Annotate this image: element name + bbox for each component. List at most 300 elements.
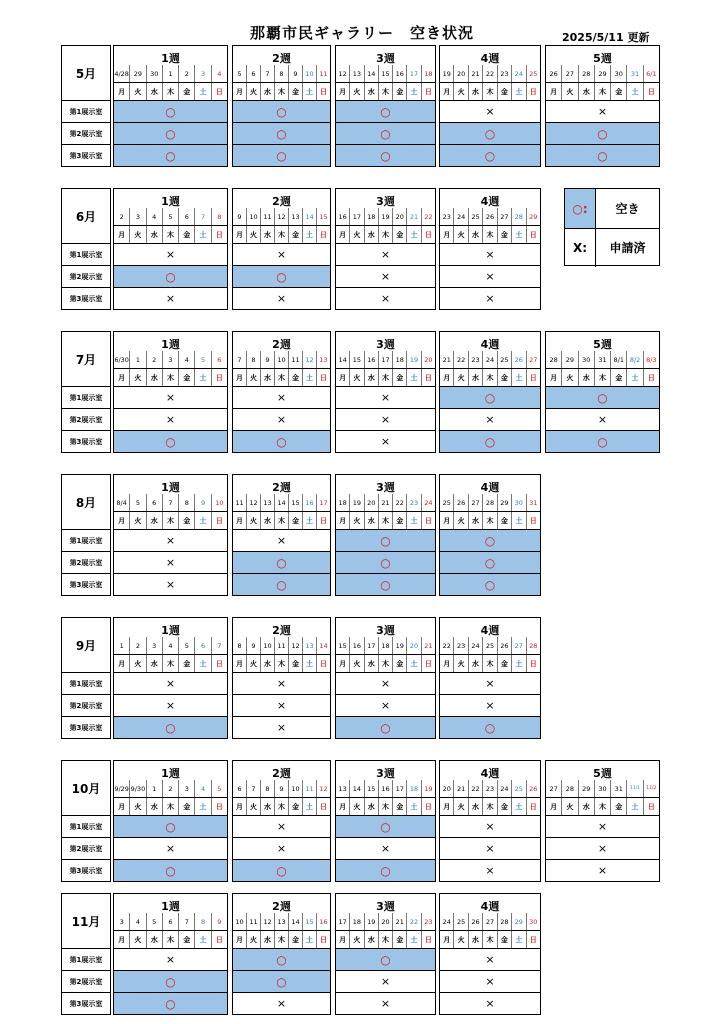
date-cell: 28	[529, 641, 538, 650]
circle-icon: ○	[380, 952, 391, 967]
weekday-cell: 月	[233, 369, 247, 386]
week-header	[439, 188, 541, 244]
cross-icon: ×	[380, 413, 391, 426]
date-cell: 26	[498, 637, 512, 654]
status-available	[335, 529, 436, 552]
week-header	[232, 45, 331, 101]
room-label: 第1展示室	[61, 948, 111, 971]
status-booked	[545, 837, 660, 860]
weekday-cell: 土	[407, 655, 421, 672]
weekday-cell: 水	[365, 83, 379, 100]
date-cell: 21	[424, 641, 433, 650]
week-header	[232, 617, 331, 673]
date-cell: 19	[393, 637, 407, 654]
weekday-cell: 水	[261, 798, 275, 815]
date-cell: 27	[498, 208, 512, 225]
date-row	[114, 494, 227, 511]
week-header	[439, 760, 541, 816]
cross-icon: ×	[485, 292, 495, 305]
weekday-cell: 日	[320, 802, 327, 811]
weekday-cell: 土	[512, 226, 526, 243]
weekday-cell: 日	[424, 373, 432, 382]
weekday-cell: 土	[195, 931, 211, 948]
week-header	[545, 45, 660, 101]
updated-date: 2025/5/11 更新	[562, 31, 650, 44]
cross-icon: ×	[485, 105, 495, 118]
date-row	[440, 913, 540, 930]
weekday-cell: 火	[454, 931, 468, 948]
date-cell: 12	[336, 65, 350, 82]
date-cell: 1	[147, 780, 163, 797]
week-title: 4週	[480, 52, 500, 65]
status-booked	[545, 100, 660, 123]
weekday-cell: 金	[393, 369, 407, 386]
week-title: 5週	[593, 52, 612, 65]
circle-icon: ○	[597, 126, 608, 141]
weekday-cell: 火	[350, 798, 364, 815]
week-header	[232, 760, 331, 816]
weekday-cell: 土	[407, 512, 421, 529]
status-booked	[232, 837, 331, 860]
cross-icon: ×	[165, 953, 176, 966]
weekday-cell: 金	[289, 369, 303, 386]
week-title: 3週	[376, 481, 395, 494]
weekday-cell: 水	[579, 798, 595, 815]
weekday-cell: 金	[611, 798, 627, 815]
weekday-cell: 土	[195, 83, 211, 100]
date-cell: 20	[393, 208, 407, 225]
legend-available-symbol: ○:	[565, 189, 596, 228]
weekday-cell: 火	[247, 512, 261, 529]
status-available	[113, 122, 228, 145]
month-label: 5月	[61, 45, 111, 101]
status-booked	[439, 287, 541, 310]
weekday-cell: 火	[350, 512, 364, 529]
date-cell: 9	[217, 917, 222, 926]
room-label: 第3展示室	[61, 992, 111, 1015]
weekday-row	[440, 82, 540, 100]
date-cell: 9	[261, 351, 275, 368]
date-cell: 21	[407, 208, 421, 225]
status-booked	[335, 265, 436, 288]
date-row	[233, 637, 330, 654]
status-available	[439, 430, 541, 453]
weekday-cell: 金	[179, 226, 195, 243]
room-label: 第3展示室	[61, 573, 111, 596]
status-booked	[232, 672, 331, 695]
date-cell: 4	[147, 208, 163, 225]
month-label: 11月	[61, 893, 111, 949]
weekday-cell: 金	[393, 226, 407, 243]
cross-icon: ×	[485, 248, 495, 261]
weekday-cell: 土	[627, 798, 643, 815]
date-row	[336, 913, 435, 930]
weekday-cell: 日	[320, 87, 327, 96]
week-title: 1週	[161, 900, 180, 913]
date-cell: 22	[440, 637, 454, 654]
date-cell: 9/29	[114, 780, 130, 797]
date-cell: 10	[275, 351, 289, 368]
circle-icon: ○	[165, 104, 176, 119]
month-label: 7月	[61, 331, 111, 387]
weekday-cell: 金	[393, 655, 407, 672]
weekday-cell: 火	[130, 798, 146, 815]
cross-icon: ×	[276, 842, 287, 855]
week-header	[335, 45, 436, 101]
date-cell: 9	[195, 494, 211, 511]
month-label: 8月	[61, 474, 111, 530]
cross-icon: ×	[485, 270, 495, 283]
date-cell: 21	[393, 913, 407, 930]
status-available	[232, 551, 331, 574]
weekday-cell: 金	[289, 931, 303, 948]
week-title: 1週	[161, 481, 180, 494]
weekday-row	[440, 368, 540, 386]
weekday-cell: 水	[147, 369, 163, 386]
circle-icon: ○	[484, 720, 496, 735]
weekday-cell: 土	[195, 226, 211, 243]
date-cell: 6	[247, 65, 261, 82]
cross-icon: ×	[485, 413, 495, 426]
date-row	[114, 65, 227, 82]
weekday-cell: 金	[393, 83, 407, 100]
weekday-row	[440, 511, 540, 529]
date-cell: 24	[424, 498, 433, 507]
weekday-cell: 火	[454, 655, 468, 672]
cross-icon: ×	[276, 677, 287, 690]
circle-icon: ○	[380, 104, 391, 119]
weekday-cell: 土	[627, 369, 643, 386]
date-cell: 21	[379, 494, 393, 511]
status-booked	[545, 859, 660, 882]
weekday-cell: 水	[469, 512, 483, 529]
date-cell: 29	[130, 65, 146, 82]
weekday-row	[546, 82, 659, 100]
date-cell: 13	[261, 494, 275, 511]
weekday-cell: 木	[595, 798, 611, 815]
date-cell: 16	[393, 65, 407, 82]
weekday-cell: 土	[195, 798, 211, 815]
weekday-cell: 日	[529, 516, 537, 525]
date-cell: 7	[247, 780, 261, 797]
date-cell: 19	[424, 784, 433, 793]
circle-icon: ○	[165, 434, 176, 449]
room-label: 第2展示室	[61, 122, 111, 145]
date-cell: 3	[195, 65, 211, 82]
weekday-cell: 水	[469, 369, 483, 386]
weekday-cell: 木	[483, 226, 497, 243]
weekday-row	[233, 654, 330, 672]
cross-icon: ×	[485, 975, 495, 988]
status-available	[335, 815, 436, 838]
date-cell: 16	[336, 208, 350, 225]
date-cell: 8/1	[611, 351, 627, 368]
weekday-row	[114, 225, 227, 243]
date-cell: 31	[627, 65, 643, 82]
weekday-cell: 日	[320, 230, 327, 239]
date-cell: 13	[303, 637, 317, 654]
page-title: 那覇市民ギャラリー 空き状況	[249, 24, 474, 42]
date-cell: 27	[512, 637, 526, 654]
date-cell: 25	[454, 913, 468, 930]
date-cell: 18	[424, 69, 433, 78]
circle-icon: ○	[165, 720, 176, 735]
cross-icon: ×	[380, 391, 391, 404]
status-booked	[113, 529, 228, 552]
status-available	[335, 144, 436, 167]
weekday-cell: 月	[114, 369, 130, 386]
date-cell: 25	[529, 69, 538, 78]
date-cell: 23	[483, 780, 497, 797]
weekday-cell: 土	[195, 369, 211, 386]
weekday-cell: 土	[195, 512, 211, 529]
week-title: 3週	[376, 338, 395, 351]
date-cell: 6/30	[114, 351, 130, 368]
date-row	[336, 637, 435, 654]
date-cell: 14	[336, 351, 350, 368]
weekday-row	[233, 930, 330, 948]
date-cell: 5	[130, 494, 146, 511]
date-cell: 17	[365, 637, 379, 654]
week-title: 1週	[161, 767, 180, 780]
date-cell: 10	[303, 65, 317, 82]
date-cell: 25	[498, 351, 512, 368]
cross-icon: ×	[485, 699, 495, 712]
weekday-cell: 水	[147, 226, 163, 243]
weekday-cell: 木	[275, 369, 289, 386]
date-cell: 31	[529, 498, 538, 507]
circle-icon: ○	[380, 819, 391, 834]
date-cell: 15	[336, 637, 350, 654]
weekday-cell: 月	[336, 512, 350, 529]
status-booked	[335, 992, 436, 1015]
weekday-cell: 水	[261, 83, 275, 100]
weekday-cell: 金	[498, 798, 512, 815]
date-cell: 26	[546, 65, 562, 82]
week-header	[439, 617, 541, 673]
weekday-cell: 水	[469, 226, 483, 243]
date-cell: 11/2	[646, 786, 657, 791]
weekday-cell: 火	[350, 83, 364, 100]
date-cell: 17	[336, 913, 350, 930]
room-label: 第1展示室	[61, 529, 111, 552]
date-cell: 9	[289, 65, 303, 82]
weekday-cell: 水	[469, 798, 483, 815]
weekday-cell: 火	[130, 655, 146, 672]
date-cell: 22	[483, 65, 497, 82]
week-header	[335, 893, 436, 949]
week-header	[335, 760, 436, 816]
cross-icon: ×	[276, 292, 287, 305]
weekday-cell: 月	[114, 798, 130, 815]
weekday-cell: 月	[114, 655, 130, 672]
date-cell: 4	[163, 637, 179, 654]
status-available	[113, 430, 228, 453]
status-booked	[439, 992, 541, 1015]
weekday-row	[336, 511, 435, 529]
status-booked	[232, 243, 331, 266]
date-cell: 22	[454, 351, 468, 368]
date-cell: 11	[303, 780, 317, 797]
cross-icon: ×	[276, 413, 287, 426]
weekday-cell: 金	[179, 83, 195, 100]
cross-icon: ×	[380, 997, 391, 1010]
weekday-cell: 金	[179, 512, 195, 529]
date-cell: 8/4	[114, 494, 130, 511]
date-cell: 22	[393, 494, 407, 511]
status-available	[232, 144, 331, 167]
date-cell: 2	[163, 780, 179, 797]
weekday-cell: 日	[424, 802, 432, 811]
weekday-cell: 火	[247, 83, 261, 100]
legend-row-available	[565, 189, 659, 229]
weekday-cell: 金	[498, 512, 512, 529]
date-cell: 2	[179, 65, 195, 82]
date-cell: 3	[130, 208, 146, 225]
weekday-cell: 水	[469, 655, 483, 672]
status-booked	[439, 948, 541, 971]
room-label: 第3展示室	[61, 144, 111, 167]
weekday-cell: 木	[163, 655, 179, 672]
date-cell: 31	[611, 780, 627, 797]
date-cell: 11	[233, 494, 247, 511]
status-available	[113, 716, 228, 739]
month-label: 10月	[61, 760, 111, 816]
date-cell: 13	[350, 65, 364, 82]
weekday-cell: 水	[147, 798, 163, 815]
weekday-cell: 水	[147, 83, 163, 100]
week-header	[113, 331, 228, 387]
weekday-cell: 土	[303, 798, 317, 815]
date-cell: 19	[407, 351, 421, 368]
weekday-cell: 月	[114, 512, 130, 529]
circle-icon: ○	[380, 720, 391, 735]
room-label: 第1展示室	[61, 243, 111, 266]
date-cell: 30	[595, 780, 611, 797]
date-cell: 22	[424, 212, 433, 221]
date-cell: 21	[440, 351, 454, 368]
date-cell: 20	[365, 494, 379, 511]
weekday-cell: 日	[215, 935, 223, 944]
status-booked	[545, 408, 660, 431]
cross-icon: ×	[276, 248, 287, 261]
weekday-cell: 水	[147, 655, 163, 672]
status-booked	[113, 948, 228, 971]
circle-icon: ○	[276, 104, 287, 119]
date-cell: 10	[247, 208, 261, 225]
status-booked	[335, 672, 436, 695]
status-booked	[232, 815, 331, 838]
date-cell: 30	[611, 65, 627, 82]
week-title: 1週	[161, 338, 180, 351]
status-available	[335, 716, 436, 739]
weekday-cell: 火	[454, 226, 468, 243]
circle-icon: ○	[597, 148, 608, 163]
date-cell: 9	[233, 208, 247, 225]
date-cell: 7	[179, 913, 195, 930]
date-cell: 3	[179, 780, 195, 797]
weekday-cell: 木	[163, 226, 179, 243]
week-title: 4週	[480, 900, 500, 913]
weekday-cell: 土	[512, 512, 526, 529]
weekday-row	[114, 654, 227, 672]
circle-icon: ○	[276, 577, 287, 592]
date-cell: 27	[546, 780, 562, 797]
weekday-cell: 月	[233, 655, 247, 672]
date-cell: 15	[303, 913, 317, 930]
date-row	[440, 637, 540, 654]
room-label: 第1展示室	[61, 815, 111, 838]
circle-icon: ○	[380, 533, 391, 548]
week-header	[545, 760, 660, 816]
weekday-row	[233, 82, 330, 100]
week-title: 4週	[480, 767, 500, 780]
date-cell: 29	[529, 212, 538, 221]
weekday-cell: 木	[483, 512, 497, 529]
week-header	[335, 188, 436, 244]
cross-icon: ×	[380, 435, 391, 448]
date-cell: 15	[379, 65, 393, 82]
date-cell: 14	[289, 913, 303, 930]
status-booked	[113, 694, 228, 717]
weekday-cell: 火	[562, 369, 578, 386]
date-cell: 28	[562, 780, 578, 797]
date-cell: 24	[512, 65, 526, 82]
status-booked	[439, 694, 541, 717]
date-cell: 28	[512, 208, 526, 225]
weekday-cell: 木	[379, 655, 393, 672]
week-title: 2週	[272, 52, 291, 65]
date-cell: 8	[195, 913, 211, 930]
date-cell: 24	[483, 351, 497, 368]
weekday-row	[336, 797, 435, 815]
date-cell: 14	[365, 65, 379, 82]
date-cell: 11/1	[627, 780, 643, 797]
date-cell: 18	[379, 637, 393, 654]
room-label: 第2展示室	[61, 694, 111, 717]
status-available	[545, 430, 660, 453]
date-cell: 3	[163, 351, 179, 368]
month-label: 9月	[61, 617, 111, 673]
date-cell: 9/30	[130, 780, 146, 797]
status-available	[113, 970, 228, 993]
weekday-cell: 火	[247, 226, 261, 243]
weekday-cell: 金	[289, 655, 303, 672]
date-cell: 23	[424, 917, 433, 926]
weekday-cell: 日	[647, 802, 655, 811]
cross-icon: ×	[485, 842, 495, 855]
weekday-cell: 火	[454, 798, 468, 815]
weekday-cell: 月	[336, 798, 350, 815]
weekday-cell: 金	[393, 798, 407, 815]
cross-icon: ×	[165, 413, 176, 426]
status-booked	[113, 408, 228, 431]
weekday-cell: 月	[114, 931, 130, 948]
date-cell: 11	[261, 208, 275, 225]
weekday-cell: 金	[289, 226, 303, 243]
date-cell: 10	[261, 637, 275, 654]
date-cell: 3	[147, 637, 163, 654]
status-booked	[335, 408, 436, 431]
weekday-cell: 土	[303, 226, 317, 243]
date-cell: 8	[247, 351, 261, 368]
date-cell: 8	[179, 494, 195, 511]
cross-icon: ×	[597, 842, 608, 855]
week-title: 1週	[161, 195, 180, 208]
date-cell: 17	[350, 208, 364, 225]
circle-icon: ○	[380, 555, 391, 570]
weekday-cell: 火	[130, 83, 146, 100]
